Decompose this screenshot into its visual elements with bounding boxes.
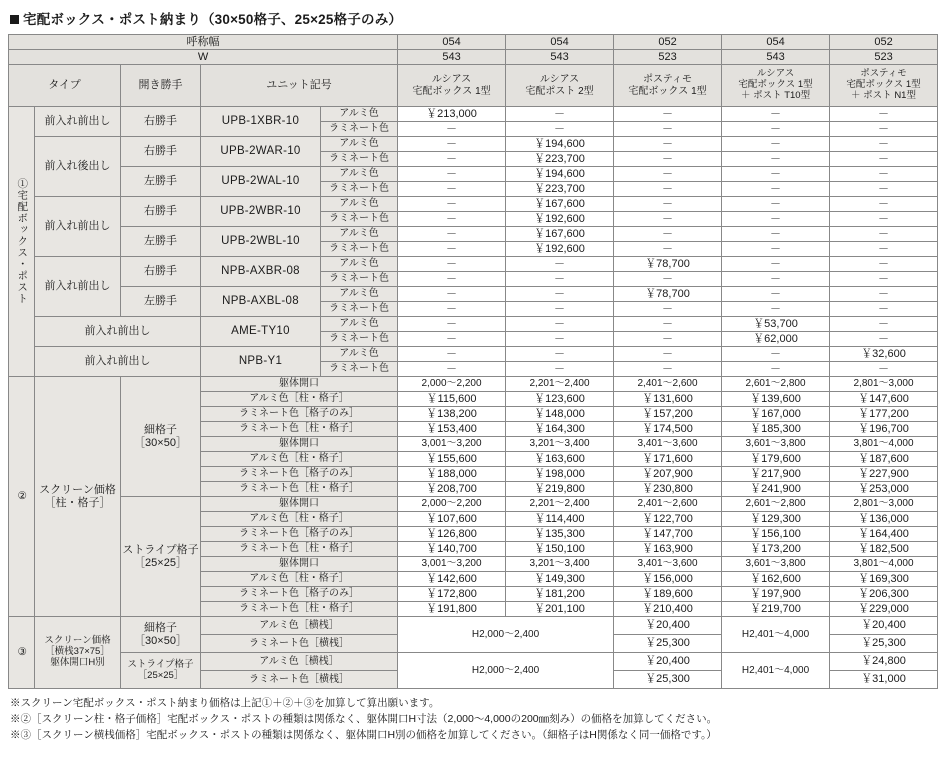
- section-2-group-0-name: 細格子 ［30×50］: [121, 377, 201, 497]
- price-cell: －: [506, 302, 614, 317]
- opening-range: 3,401～3,600: [614, 557, 722, 572]
- section-2-body: [9, 377, 938, 617]
- price-cell: －: [830, 152, 938, 167]
- finish-row-label: ラミネート色［柱・格子］: [201, 542, 398, 557]
- opening-range: 2,801～3,000: [830, 377, 938, 392]
- price-cell: －: [614, 212, 722, 227]
- finish-row-label: ラミネート色［格子のみ］: [201, 587, 398, 602]
- opening-label: 躯体開口: [201, 557, 398, 572]
- price-cell: ￥129,300: [722, 512, 830, 527]
- price-cell: ￥142,600: [398, 572, 506, 587]
- price-cell: ￥164,300: [506, 422, 614, 437]
- price-cell: ￥213,000: [398, 107, 506, 122]
- table-row: [9, 497, 938, 512]
- width-code-0: 054: [398, 35, 506, 50]
- price-cell: －: [614, 332, 722, 347]
- price-cell: －: [398, 302, 506, 317]
- opening-range-b: H2,401～4,000: [722, 617, 830, 653]
- price-cell: ￥32,600: [830, 347, 938, 362]
- row-type-0: 前入れ前出し: [35, 107, 121, 137]
- finish-lami: ラミネート色: [321, 242, 398, 257]
- price-cell: －: [398, 152, 506, 167]
- price-cell: ￥162,600: [722, 572, 830, 587]
- product-4: ポスティモ 宅配ボックス 1型 ＋ ポスト N1型: [830, 65, 938, 107]
- section-3-group-1-name: ストライプ格子 ［25×25］: [121, 653, 201, 689]
- table-row: [9, 347, 938, 362]
- price-cell: ￥227,900: [830, 467, 938, 482]
- price-cell: －: [830, 272, 938, 287]
- row-hand-3: 右勝手: [121, 197, 201, 227]
- row-type-1: 前入れ後出し: [35, 137, 121, 197]
- opening-range: 3,001～3,200: [398, 437, 506, 452]
- price-cell: －: [398, 122, 506, 137]
- price-cell: －: [614, 167, 722, 182]
- price-cell: ￥153,400: [398, 422, 506, 437]
- finish-row-label: ラミネート色［格子のみ］: [201, 467, 398, 482]
- price-cell: －: [722, 227, 830, 242]
- price-cell: －: [398, 197, 506, 212]
- price-cell: ￥179,600: [722, 452, 830, 467]
- header-col-type: タイプ: [9, 65, 121, 107]
- width-code-1: 054: [506, 35, 614, 50]
- finish-lami: ラミネート色: [321, 362, 398, 377]
- price-cell: ￥241,900: [722, 482, 830, 497]
- price-cell: －: [614, 182, 722, 197]
- price-cell: ￥253,000: [830, 482, 938, 497]
- price-cell: ￥223,700: [506, 182, 614, 197]
- price-cell: ￥189,600: [614, 587, 722, 602]
- opening-range: 2,801～3,000: [830, 497, 938, 512]
- price-cell: ￥122,700: [614, 512, 722, 527]
- price-cell: －: [614, 107, 722, 122]
- section-3-title: スクリーン価格 ［横桟37×75］ 躯体開口H別: [35, 617, 121, 689]
- price-cell: －: [830, 197, 938, 212]
- price-cell: －: [722, 272, 830, 287]
- row-unit-5: NPB-AXBR-08: [201, 257, 321, 287]
- price-cell: ￥167,000: [722, 407, 830, 422]
- row-hand-0: 右勝手: [121, 107, 201, 137]
- price-cell: －: [398, 167, 506, 182]
- price-cell: －: [830, 302, 938, 317]
- section-2-title: スクリーン価格 ［柱・格子］: [35, 377, 121, 617]
- finish-alumi: アルミ色: [321, 137, 398, 152]
- opening-range: 3,601～3,800: [722, 557, 830, 572]
- width-value-1: 543: [506, 50, 614, 65]
- opening-range: 3,401～3,600: [614, 437, 722, 452]
- price-cell: －: [722, 257, 830, 272]
- price-cell: ￥196,700: [830, 422, 938, 437]
- row-hand-4: 左勝手: [121, 227, 201, 257]
- footnote-1: ※スクリーン宅配ボックス・ポスト納まり価格は上記①＋②＋③を加算して算出願います。: [10, 697, 440, 709]
- price-cell: ￥78,700: [614, 257, 722, 272]
- price-cell: －: [722, 302, 830, 317]
- price-cell: ￥163,600: [506, 452, 614, 467]
- price-cell: ￥163,900: [614, 542, 722, 557]
- price-cell: －: [830, 227, 938, 242]
- price-cell: －: [614, 152, 722, 167]
- section-2-label: ②: [9, 377, 35, 617]
- price-cell: －: [830, 167, 938, 182]
- price-cell: －: [830, 257, 938, 272]
- price-cell: －: [398, 347, 506, 362]
- finish-row-label: アルミ色［横桟］: [201, 617, 398, 635]
- footnotes: [8, 696, 937, 743]
- price-cell: ￥149,300: [506, 572, 614, 587]
- header-col-hand: 開き勝手: [121, 65, 201, 107]
- section-1-label: ①宅配ボックス・ポスト: [9, 107, 35, 377]
- price-cell: ￥167,600: [506, 197, 614, 212]
- price-cell: ￥223,700: [506, 152, 614, 167]
- price-cell: ￥219,800: [506, 482, 614, 497]
- price-cell: ￥138,200: [398, 407, 506, 422]
- price-cell: ￥187,600: [830, 452, 938, 467]
- price-cell: ￥25,300: [614, 635, 722, 653]
- price-cell: －: [614, 302, 722, 317]
- price-cell: ￥185,300: [722, 422, 830, 437]
- price-cell: ￥219,700: [722, 602, 830, 617]
- table-row: [9, 287, 938, 302]
- price-cell: －: [506, 332, 614, 347]
- price-cell: －: [722, 182, 830, 197]
- price-cell: －: [722, 347, 830, 362]
- price-cell: －: [830, 332, 938, 347]
- price-cell: ￥25,300: [614, 671, 722, 689]
- price-cell: －: [398, 362, 506, 377]
- price-table: [8, 34, 938, 689]
- opening-range: 3,201～3,400: [506, 437, 614, 452]
- price-cell: －: [398, 317, 506, 332]
- price-cell: －: [506, 257, 614, 272]
- price-cell: ￥230,800: [614, 482, 722, 497]
- finish-alumi: アルミ色: [321, 197, 398, 212]
- price-cell: －: [506, 122, 614, 137]
- price-cell: －: [722, 152, 830, 167]
- row-unit-8: NPB-Y1: [201, 347, 321, 377]
- price-cell: －: [830, 317, 938, 332]
- table-row: [9, 617, 938, 635]
- opening-label: 躯体開口: [201, 437, 398, 452]
- price-cell: ￥78,700: [614, 287, 722, 302]
- price-cell: ￥210,400: [614, 602, 722, 617]
- opening-range: 2,401～2,600: [614, 497, 722, 512]
- width-value-4: 523: [830, 50, 938, 65]
- price-cell: ￥25,300: [830, 635, 938, 653]
- finish-row-label: アルミ色［柱・格子］: [201, 392, 398, 407]
- price-cell: ￥123,600: [506, 392, 614, 407]
- price-cell: －: [722, 107, 830, 122]
- price-cell: ￥198,000: [506, 467, 614, 482]
- price-cell: －: [398, 272, 506, 287]
- table-header-group: [9, 35, 938, 107]
- row-unit-0: UPB-1XBR-10: [201, 107, 321, 137]
- price-cell: －: [614, 122, 722, 137]
- price-cell: ￥20,400: [830, 617, 938, 635]
- price-cell: －: [722, 197, 830, 212]
- row-hand-1: 右勝手: [121, 137, 201, 167]
- finish-alumi: アルミ色: [321, 107, 398, 122]
- price-cell: ￥107,600: [398, 512, 506, 527]
- opening-range: 2,601～2,800: [722, 497, 830, 512]
- price-cell: ￥169,300: [830, 572, 938, 587]
- price-cell: ￥208,700: [398, 482, 506, 497]
- finish-lami: ラミネート色: [321, 272, 398, 287]
- price-cell: ￥20,400: [614, 617, 722, 635]
- price-cell: ￥62,000: [722, 332, 830, 347]
- price-cell: ￥114,400: [506, 512, 614, 527]
- row-hand-5: 右勝手: [121, 257, 201, 287]
- row-unit-4: UPB-2WBL-10: [201, 227, 321, 257]
- width-value-3: 543: [722, 50, 830, 65]
- finish-row-label: ラミネート色［柱・格子］: [201, 482, 398, 497]
- opening-range: 3,001～3,200: [398, 557, 506, 572]
- price-cell: －: [398, 242, 506, 257]
- table-row: [9, 257, 938, 272]
- finish-row-label: ラミネート色［横桟］: [201, 635, 398, 653]
- price-cell: ￥194,600: [506, 167, 614, 182]
- price-cell: ￥207,900: [614, 467, 722, 482]
- opening-range: 3,601～3,800: [722, 437, 830, 452]
- price-cell: ￥181,200: [506, 587, 614, 602]
- row-unit-6: NPB-AXBL-08: [201, 287, 321, 317]
- finish-alumi: アルミ色: [321, 287, 398, 302]
- price-cell: ￥174,500: [614, 422, 722, 437]
- row-type-3: 前入れ前出し: [35, 197, 121, 257]
- finish-lami: ラミネート色: [321, 182, 398, 197]
- opening-range: 2,201～2,400: [506, 497, 614, 512]
- finish-row-label: アルミ色［柱・格子］: [201, 512, 398, 527]
- price-cell: －: [614, 137, 722, 152]
- price-cell: －: [398, 212, 506, 227]
- price-cell: ￥192,600: [506, 242, 614, 257]
- finish-row-label: アルミ色［横桟］: [201, 653, 398, 671]
- price-cell: －: [398, 332, 506, 347]
- price-cell: ￥139,600: [722, 392, 830, 407]
- price-cell: ￥217,900: [722, 467, 830, 482]
- price-cell: ￥206,300: [830, 587, 938, 602]
- price-cell: －: [506, 272, 614, 287]
- header-row-products: [9, 65, 938, 107]
- price-cell: ￥20,400: [614, 653, 722, 671]
- finish-alumi: アルミ色: [321, 347, 398, 362]
- page-title: 宅配ボックス・ポスト納まり（30×50格子、25×25格子のみ）: [10, 8, 937, 28]
- price-cell: －: [722, 212, 830, 227]
- finish-row-label: ラミネート色［格子のみ］: [201, 407, 398, 422]
- table-row: [9, 107, 938, 122]
- header-col-unit: ユニット記号: [201, 65, 398, 107]
- price-cell: －: [722, 137, 830, 152]
- opening-range: 3,801～4,000: [830, 557, 938, 572]
- price-cell: ￥229,000: [830, 602, 938, 617]
- opening-range: 2,401～2,600: [614, 377, 722, 392]
- row-unit-2: UPB-2WAL-10: [201, 167, 321, 197]
- row-type-7: 前入れ前出し: [35, 317, 201, 347]
- table-row: [9, 227, 938, 242]
- finish-alumi: アルミ色: [321, 167, 398, 182]
- price-cell: ￥140,700: [398, 542, 506, 557]
- price-cell: －: [830, 137, 938, 152]
- finish-row-label: アルミ色［柱・格子］: [201, 452, 398, 467]
- price-cell: ￥173,200: [722, 542, 830, 557]
- product-3: ルシアス 宅配ボックス 1型 ＋ ポスト T10型: [722, 65, 830, 107]
- finish-lami: ラミネート色: [321, 122, 398, 137]
- opening-label: 躯体開口: [201, 497, 398, 512]
- price-cell: ￥156,000: [614, 572, 722, 587]
- price-cell: ￥156,100: [722, 527, 830, 542]
- opening-range-a: H2,000～2,400: [398, 653, 614, 689]
- price-cell: －: [506, 317, 614, 332]
- price-cell: －: [614, 347, 722, 362]
- finish-lami: ラミネート色: [321, 152, 398, 167]
- price-cell: －: [614, 317, 722, 332]
- price-cell: ￥135,300: [506, 527, 614, 542]
- product-2: ポスティモ 宅配ボックス 1型: [614, 65, 722, 107]
- price-cell: －: [830, 287, 938, 302]
- price-cell: －: [398, 287, 506, 302]
- finish-row-label: ラミネート色［柱・格子］: [201, 422, 398, 437]
- finish-alumi: アルミ色: [321, 257, 398, 272]
- price-cell: ￥172,800: [398, 587, 506, 602]
- table-row: [9, 167, 938, 182]
- price-cell: －: [830, 362, 938, 377]
- row-unit-1: UPB-2WAR-10: [201, 137, 321, 167]
- table-row: [9, 317, 938, 332]
- price-cell: ￥157,200: [614, 407, 722, 422]
- table-row: [9, 197, 938, 212]
- price-cell: －: [506, 347, 614, 362]
- opening-range: 2,601～2,800: [722, 377, 830, 392]
- row-unit-3: UPB-2WBR-10: [201, 197, 321, 227]
- price-cell: ￥164,400: [830, 527, 938, 542]
- price-cell: －: [398, 137, 506, 152]
- product-1: ルシアス 宅配ポスト 2型: [506, 65, 614, 107]
- price-cell: ￥115,600: [398, 392, 506, 407]
- price-cell: －: [830, 122, 938, 137]
- finish-lami: ラミネート色: [321, 302, 398, 317]
- opening-range-b: H2,401～4,000: [722, 653, 830, 689]
- footnote-3: ※③［スクリーン横桟価格］宅配ボックス・ポストの種類は関係なく、躯体開口H別の価格を加算してください。（細格子はH関係なく同一価格です。）: [10, 728, 717, 741]
- price-cell: ￥197,900: [722, 587, 830, 602]
- price-cell: －: [722, 362, 830, 377]
- row-type-8: 前入れ前出し: [35, 347, 201, 377]
- price-cell: ￥201,100: [506, 602, 614, 617]
- opening-range: 2,201～2,400: [506, 377, 614, 392]
- price-cell: －: [614, 227, 722, 242]
- width-value-2: 523: [614, 50, 722, 65]
- table-row: [9, 137, 938, 152]
- row-hand-2: 左勝手: [121, 167, 201, 197]
- price-cell: ￥53,700: [722, 317, 830, 332]
- finish-row-label: アルミ色［柱・格子］: [201, 572, 398, 587]
- price-cell: ￥192,600: [506, 212, 614, 227]
- table-row: [9, 653, 938, 671]
- price-cell: －: [506, 362, 614, 377]
- width-value-0: 543: [398, 50, 506, 65]
- row-hand-6: 左勝手: [121, 287, 201, 317]
- row-unit-7: AME-TY10: [201, 317, 321, 347]
- finish-alumi: アルミ色: [321, 227, 398, 242]
- width-code-4: 052: [830, 35, 938, 50]
- price-cell: ￥136,000: [830, 512, 938, 527]
- finish-row-label: ラミネート色［格子のみ］: [201, 527, 398, 542]
- opening-range: 3,201～3,400: [506, 557, 614, 572]
- price-cell: ￥150,100: [506, 542, 614, 557]
- price-cell: ￥167,600: [506, 227, 614, 242]
- price-cell: －: [398, 257, 506, 272]
- price-cell: －: [722, 167, 830, 182]
- price-cell: －: [614, 362, 722, 377]
- bullet-square-icon: [10, 15, 19, 24]
- price-cell: －: [614, 197, 722, 212]
- finish-row-label: ラミネート色［横桟］: [201, 671, 398, 689]
- price-cell: ￥194,600: [506, 137, 614, 152]
- price-cell: ￥147,700: [614, 527, 722, 542]
- price-cell: －: [398, 182, 506, 197]
- price-cell: －: [830, 242, 938, 257]
- price-cell: ￥182,500: [830, 542, 938, 557]
- price-cell: ￥191,800: [398, 602, 506, 617]
- price-cell: ￥147,600: [830, 392, 938, 407]
- finish-alumi: アルミ色: [321, 317, 398, 332]
- section-3-label: ③: [9, 617, 35, 689]
- price-cell: ￥131,600: [614, 392, 722, 407]
- product-0: ルシアス 宅配ボックス 1型: [398, 65, 506, 107]
- opening-label: 躯体開口: [201, 377, 398, 392]
- price-cell: －: [830, 182, 938, 197]
- finish-lami: ラミネート色: [321, 332, 398, 347]
- price-cell: ￥188,000: [398, 467, 506, 482]
- section-1-body: [9, 107, 938, 377]
- price-cell: ￥171,600: [614, 452, 722, 467]
- price-cell: ￥155,600: [398, 452, 506, 467]
- opening-range: 2,000～2,200: [398, 377, 506, 392]
- price-cell: －: [506, 287, 614, 302]
- header-label-w: W: [9, 50, 398, 65]
- price-cell: －: [722, 287, 830, 302]
- finish-row-label: ラミネート色［柱・格子］: [201, 602, 398, 617]
- price-cell: －: [614, 242, 722, 257]
- price-cell: －: [614, 272, 722, 287]
- price-cell: ￥24,800: [830, 653, 938, 671]
- header-row-width-code: [9, 35, 938, 50]
- footnote-2: ※②［スクリーン柱・格子価格］宅配ボックス・ポストの種類は関係なく、躯体開口H寸法（2,000～4,000の200㎜刻み）の価格を加算してください。: [10, 712, 718, 725]
- width-code-3: 054: [722, 35, 830, 50]
- opening-range: 3,801～4,000: [830, 437, 938, 452]
- price-cell: －: [722, 242, 830, 257]
- header-row-width-value: [9, 50, 938, 65]
- header-label-width: 呼称幅: [9, 35, 398, 50]
- price-cell: ￥126,800: [398, 527, 506, 542]
- section-2-group-1-name: ストライプ格子 ［25×25］: [121, 497, 201, 617]
- price-cell: ￥31,000: [830, 671, 938, 689]
- width-code-2: 052: [614, 35, 722, 50]
- price-cell: －: [722, 122, 830, 137]
- opening-range: 2,000～2,200: [398, 497, 506, 512]
- opening-range-a: H2,000～2,400: [398, 617, 614, 653]
- price-cell: －: [398, 227, 506, 242]
- section-3-body: [9, 617, 938, 689]
- section-3-group-0-name: 細格子 ［30×50］: [121, 617, 201, 653]
- price-cell: －: [830, 107, 938, 122]
- price-cell: －: [830, 212, 938, 227]
- finish-lami: ラミネート色: [321, 212, 398, 227]
- price-cell: ￥148,000: [506, 407, 614, 422]
- row-type-5: 前入れ前出し: [35, 257, 121, 317]
- price-cell: －: [506, 107, 614, 122]
- table-row: [9, 377, 938, 392]
- price-cell: ￥177,200: [830, 407, 938, 422]
